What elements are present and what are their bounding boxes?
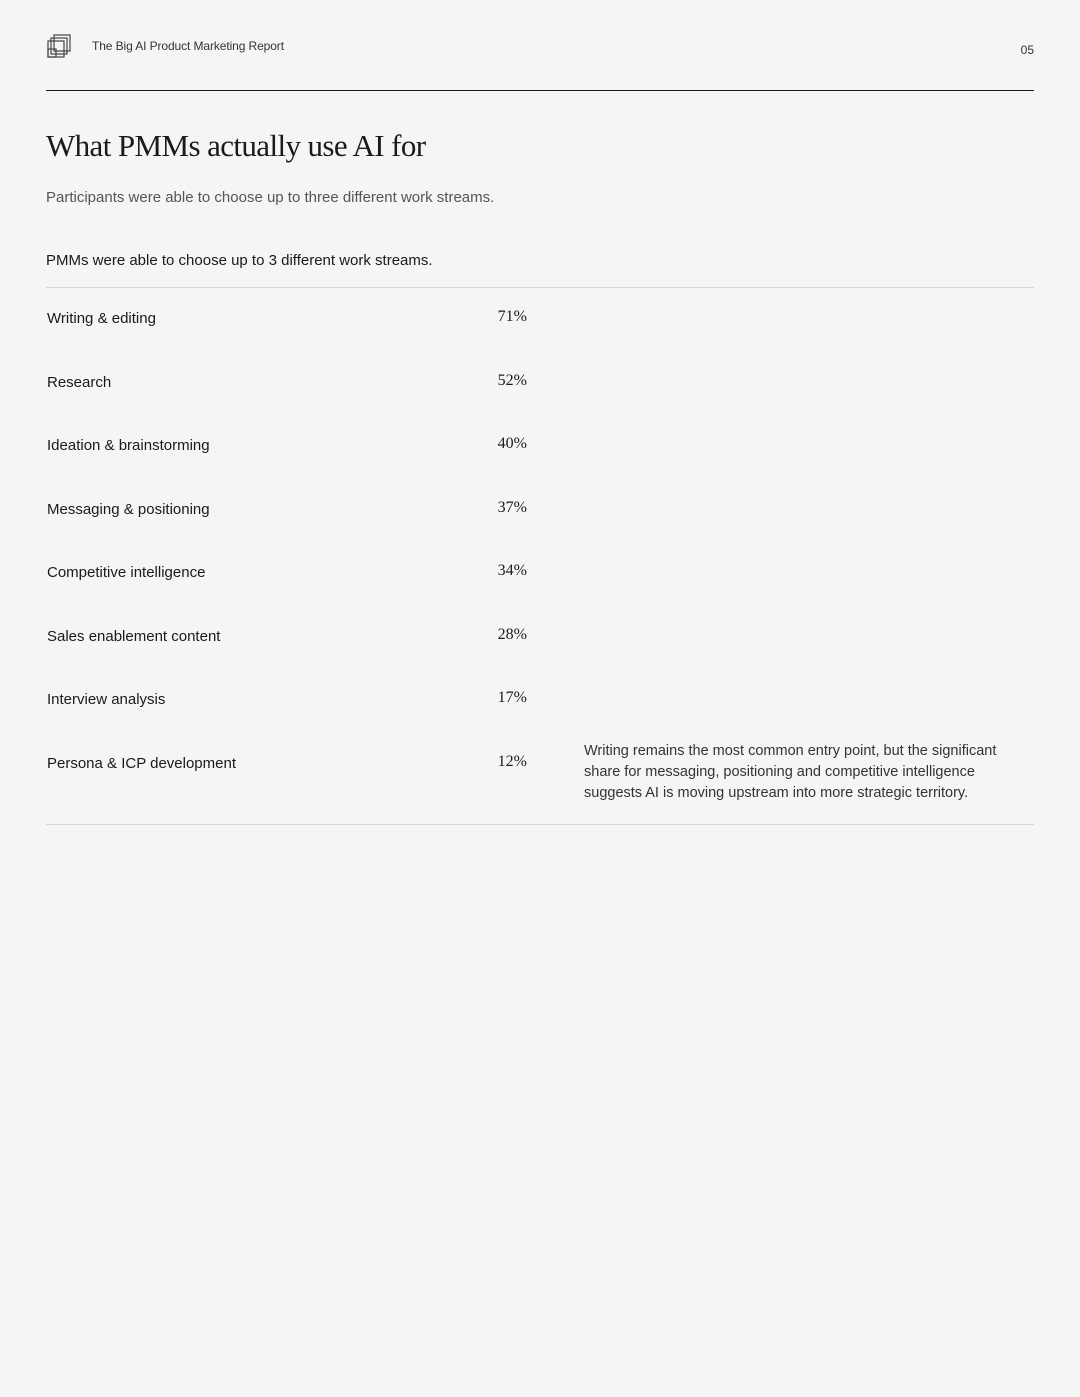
stacked-squares-icon — [46, 34, 72, 60]
page-subtitle: Participants were able to choose up to three different work streams. — [46, 189, 495, 206]
report-title: The Big AI Product Marketing Report — [92, 39, 284, 53]
table-bottom-divider — [46, 824, 1034, 825]
row-value: 37% — [497, 498, 527, 516]
usage-table — [46, 288, 546, 796]
page-header — [46, 32, 1034, 62]
row-label: Interview analysis — [47, 691, 166, 708]
table-row — [46, 415, 546, 479]
row-label: Persona & ICP development — [47, 754, 237, 772]
table-row — [46, 542, 546, 606]
table-row — [46, 733, 546, 797]
row-label: Messaging & positioning — [47, 500, 210, 518]
header-divider — [46, 90, 1034, 91]
table-row — [46, 669, 546, 733]
row-label: Writing & editing — [47, 310, 156, 327]
row-value: 28% — [497, 625, 527, 643]
row-label: Research — [47, 373, 112, 391]
table-row — [46, 352, 546, 416]
row-label: Sales enablement content — [47, 627, 221, 645]
table-row — [46, 288, 546, 352]
table-caption: PMMs were able to choose up to 3 different work streams. — [46, 252, 433, 269]
row-value: 71% — [497, 308, 527, 325]
row-value: 17% — [497, 689, 527, 706]
row-value: 12% — [497, 752, 527, 770]
row-value: 40% — [497, 435, 527, 452]
row-label: Competitive intelligence — [47, 564, 206, 581]
row-value: 34% — [497, 562, 527, 579]
commentary-text: Writing remains the most common entry point, but the significant share for messaging, positioning and competitive intelligence suggests AI is moving upstream into more strategic territory. — [584, 743, 997, 801]
table-row — [46, 479, 546, 543]
page-title: What PMMs actually use AI for — [46, 128, 426, 163]
row-value: 52% — [497, 371, 527, 389]
table-row — [46, 606, 546, 670]
page-number: 05 — [1020, 43, 1034, 57]
row-label: Ideation & brainstorming — [47, 437, 210, 454]
